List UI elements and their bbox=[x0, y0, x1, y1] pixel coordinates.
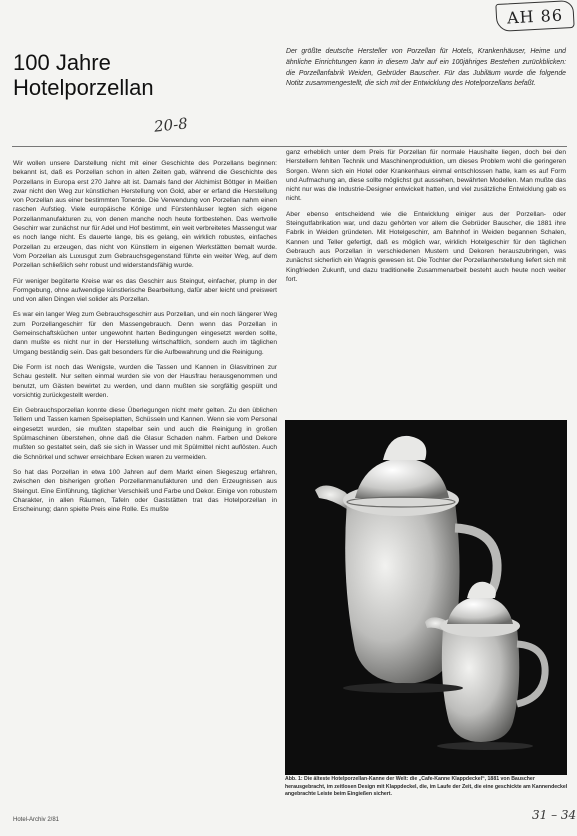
page-number: 31 – 34 bbox=[532, 808, 577, 822]
body-paragraph: So hat das Porzellan in etwa 100 Jahren auf dem Markt einen Siegeszug erfahren, zwischen den bisherigen großen Porzellanmanufakturen und den Erzeugnissen aus Steingut. Eine Einführung, täglicher Verschleiß und Farbe und Dekor. Einige von robustem Charakter, in allen Räumen, Tafeln oder Gaststätten trat das Hotelporzellan in Erscheinung; dann spielte Preis eine Rolle. Es mußte bbox=[13, 468, 277, 514]
title-line-1: 100 Jahre bbox=[13, 50, 111, 75]
article-title bbox=[13, 50, 183, 100]
handwritten-note: 20-8 bbox=[153, 114, 189, 136]
body-paragraph: Aber ebenso entscheidend wie die Entwicklung einiger aus der Porzellan- oder Steingutfabrikation war, und dazu gehörten vor allem die Gebrüder Bauscher, die 1881 ihre Fabrik in Weiden gründeten. Mit Hotelgeschirr, am Bahnhof in Weiden begannen Schalen, Kannen und Teller gefertigt, daß es möglich war, wirklich Hotelgeschirr für den täglichen Gebrauch aus Porzellan in verschiedenen Mustern und Dekoren herauszubringen, was zunächst sicherlich ein Wagnis gewesen ist. Die Tochter der Porzellanherstellung liefert sich mit Kingfrieden Zukunft, und dazu traditionelle Zusammenarbeit besteht auch heute noch weiter fort. bbox=[286, 210, 566, 283]
photo-caption: Abb. 1: Die älteste Hotelporzellan-Kanne der Welt: die „Cafe-Kanne Klappdeckel“, 1881 von Bauscher herausgebracht, im zeitlosen Design mit Klappdeckel, die, im Laufe der Zeit, die eine geschickte am Kannendeckel angebrachte Leiste beim Eingießen sichert. bbox=[285, 776, 568, 797]
body-column-left bbox=[13, 159, 277, 520]
body-paragraph: Für weniger begüterte Kreise war es das Geschirr aus Steingut, einfacher, plump in der Formgebung, ohne aufwendige künstlerische Bearbeitung, dafür aber leicht und preiswert und von allen Dingen viel solider als Porzellan. bbox=[13, 277, 277, 304]
intro-paragraph: Der größte deutsche Hersteller von Porzellan für Hotels, Krankenhäuser, Heime und ähnliche Einrichtungen kann in diesem Jahr auf ein 100jähriges Bestehen zurückblicken: die Porzellanfabrik Weiden, Gebrüder Bauscher. Für das Jubiläum wurde die folgende Notitz zusammengestellt, die sich mit der Entwicklung des Hotelporzellans befaßt. bbox=[286, 48, 566, 88]
teapot-photo bbox=[285, 420, 567, 775]
body-paragraph: Die Form ist noch das Wenigste, wurden die Tassen und Kannen in Glasvitrinen zur Schau gestellt. Nur selten einmal wurden sie von der Hausfrau herausgenommen und benutzt, um Gästen bewirtet zu werden, und dann mußten sie sorgfältig gespült und vorsichtig zurückgestellt werden. bbox=[13, 363, 277, 399]
title-line-2: Hotelporzellan bbox=[13, 75, 154, 100]
teapot-illustration bbox=[285, 420, 567, 775]
body-paragraph: Wir wollen unsere Darstellung nicht mit einer Geschichte des Porzellans beginnen: bekannt ist, daß es Porzellan schon in alten Zeiten gab, während die Geschichte des Porzellans in Europa erst 270 Jahre alt ist. Damals fand der Alchimist Böttger in Meißen zwar nicht den Weg zur künstlichen Herstellung von Gold, aber er erfand die Herstellung von Porzellan aus einer bestimmten Tonerde. Die Verwendung von Porzellan nahm einen raschen Aufstieg. Viele europäische Könige und Fürstenhäuser legten sich eigene Porzellanmanufakturen zu, von denen manche noch heute fortbestehen. Das wertvolle Geschirr war zunächst nur für Adel und Hof bestimmt, ein weit verbreitetes Massengut war es noch lange nicht. Es dauerte lange, bis es gelang, ein wirklich robustes, einfaches Porzellan zu erzeugen, das nicht von Künstlern in eigenen Werkstätten bemalt wurde. Vom Porzellan als Luxusgut zum Gebrauchsgegenstand führte ein weiter Weg, auf dem Porzellan schließlich sehr robust und widerstandsfähig wurde. bbox=[13, 160, 277, 270]
body-paragraph: ganz erheblich unter dem Preis für Porzellan für normale Haushalte liegen, doch bei den Herstellern fehlten Technik und Maschinenproduktion, um dieses Problem wohl die geringeren Sorgen. Wenn sich ein Hotel oder Krankenhaus einmal entschlossen hatte, kam es auf Form und Aufmachung an, diese sollte möglichst gut aussehen, bewährten Modellen. Man mußte das nicht nur was die Industrie-Designer entwickelt hatten, und viel zusätzliche Entwicklung gab es nicht. bbox=[286, 149, 566, 203]
body-paragraph: Es war ein langer Weg zum Gebrauchsgeschirr aus Porzellan, und ein noch längerer Weg zum Porzellangeschirr für den Massengebrauch. Denn wenn das Porzellan in Gemeinschaftsküchen unter ungewohnt harten Bedingungen eingesetzt werden sollte, dann mußte es nicht nur in der Herstellung wirtschaftlich, sondern auch im täglichen Umgang beständig sein. Das galt besonders für die Aufbewahrung und die Reinigung. bbox=[13, 311, 277, 356]
body-column-right bbox=[286, 148, 566, 290]
body-paragraph: Ein Gebrauchsporzellan konnte diese Überlegungen nicht mehr gelten. Zu den üblichen Tellern und Tassen kamen Speiseplatten, Schüsseln und Kannen. Wenn sie vom Personal eingesetzt wurden, sie mußten stapelbar sein und auch die Reinigung in großen Spülmaschinen überstehen, ohne daß die Glasur Schaden nahm. Farben und Dekore mußten so gestaltet sein, daß sie sich in Wasser und mit Spülmittel nicht auflösten. Auch die Schnörkel und schwer erreichbare Ecken waren zu vermeiden. bbox=[13, 407, 277, 461]
source-footer: Hotel-Archiv 2/81 bbox=[13, 817, 60, 823]
header-divider bbox=[12, 146, 567, 147]
archive-stamp: AH 86 bbox=[495, 0, 574, 32]
